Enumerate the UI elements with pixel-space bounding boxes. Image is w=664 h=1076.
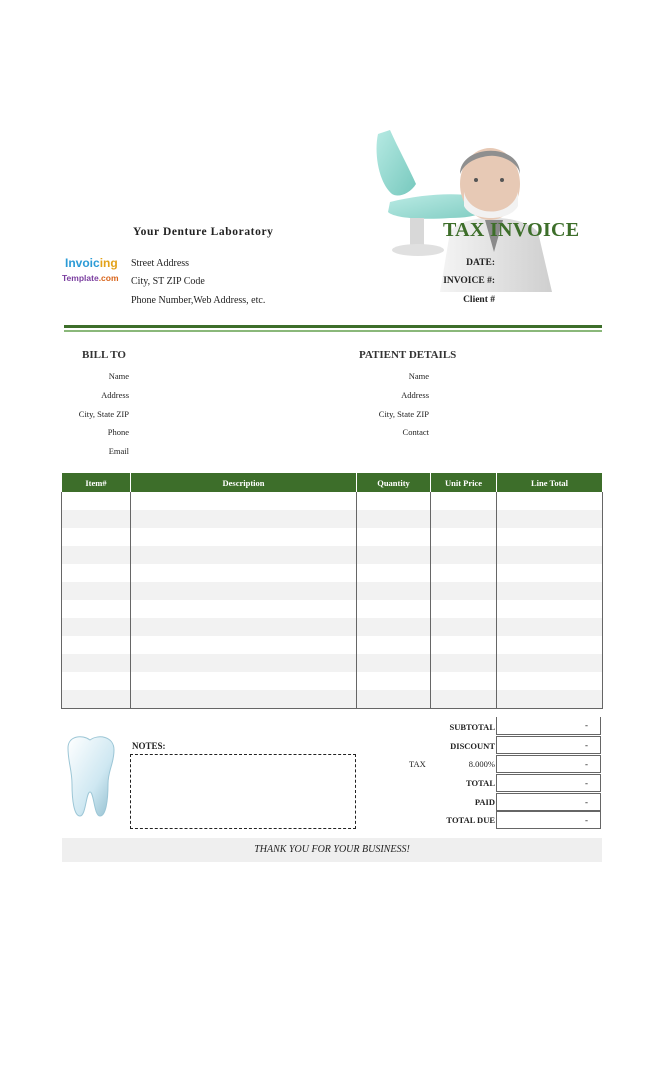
tax-value: -	[496, 755, 601, 773]
notes-label: NOTES:	[132, 741, 166, 751]
client-number-label: Client #	[463, 295, 495, 305]
subtotal-value: -	[496, 717, 601, 735]
tooth-icon	[60, 734, 120, 820]
table-row[interactable]	[62, 582, 603, 600]
thank-you-banner: THANK YOU FOR YOUR BUSINESS!	[62, 838, 602, 862]
bill-to-phone-label: Phone	[107, 427, 129, 437]
table-row[interactable]	[62, 546, 603, 564]
header-divider-light	[64, 330, 602, 332]
tax-label: TAX	[409, 759, 426, 769]
patient-address-label: Address	[401, 390, 429, 400]
patient-contact-label: Contact	[402, 427, 429, 437]
table-row[interactable]	[62, 672, 603, 690]
table-row[interactable]	[62, 690, 603, 709]
table-row[interactable]	[62, 492, 603, 510]
col-header-item: Item#	[62, 473, 131, 492]
logo-text-top: Invoicing	[65, 256, 118, 270]
bill-to-email-label: Email	[108, 446, 129, 456]
col-header-quantity: Quantity	[357, 473, 431, 492]
logo-text-bottom: Template.com	[62, 273, 119, 283]
notes-box[interactable]	[130, 754, 356, 829]
paid-value: -	[496, 793, 601, 811]
invoice-title: TAX INVOICE	[443, 219, 580, 241]
company-city: City, ST ZIP Code	[131, 276, 205, 287]
dentist-illustration	[370, 122, 570, 300]
bill-to-city-label: City, State ZIP	[78, 409, 129, 419]
company-name: Your Denture Laboratory	[133, 226, 274, 238]
bill-to-address-label: Address	[101, 390, 129, 400]
paid-label: PAID	[474, 797, 495, 807]
total-value: -	[496, 774, 601, 792]
col-header-unit-price: Unit Price	[431, 473, 497, 492]
company-street: Street Address	[131, 258, 190, 269]
invoice-number-label: INVOICE #:	[443, 276, 495, 286]
table-row[interactable]	[62, 600, 603, 618]
date-label: DATE:	[466, 258, 495, 268]
subtotal-label: SUBTOTAL	[449, 722, 495, 732]
tax-rate: 8.000%	[468, 759, 495, 769]
table-row[interactable]	[62, 636, 603, 654]
bill-to-title: BILL TO	[82, 349, 126, 361]
header-divider	[64, 325, 602, 328]
patient-details-title: PATIENT DETAILS	[359, 349, 457, 361]
table-row[interactable]	[62, 510, 603, 528]
col-header-line-total: Line Total	[497, 473, 603, 492]
bill-to-name-label: Name	[108, 371, 129, 381]
table-row[interactable]	[62, 618, 603, 636]
patient-city-label: City, State ZIP	[378, 409, 429, 419]
company-contact: Phone Number,Web Address, etc.	[131, 295, 266, 306]
col-header-description: Description	[131, 473, 357, 492]
table-row[interactable]	[62, 564, 603, 582]
table-row[interactable]	[62, 528, 603, 546]
table-header-row	[62, 473, 603, 492]
patient-name-label: Name	[408, 371, 429, 381]
discount-label: DISCOUNT	[450, 741, 495, 751]
total-due-label: TOTAL DUE	[446, 815, 495, 825]
table-row[interactable]	[62, 654, 603, 672]
items-table	[61, 473, 603, 709]
total-due-value: -	[496, 811, 601, 829]
total-label: TOTAL	[466, 778, 495, 788]
discount-value: -	[496, 736, 601, 754]
